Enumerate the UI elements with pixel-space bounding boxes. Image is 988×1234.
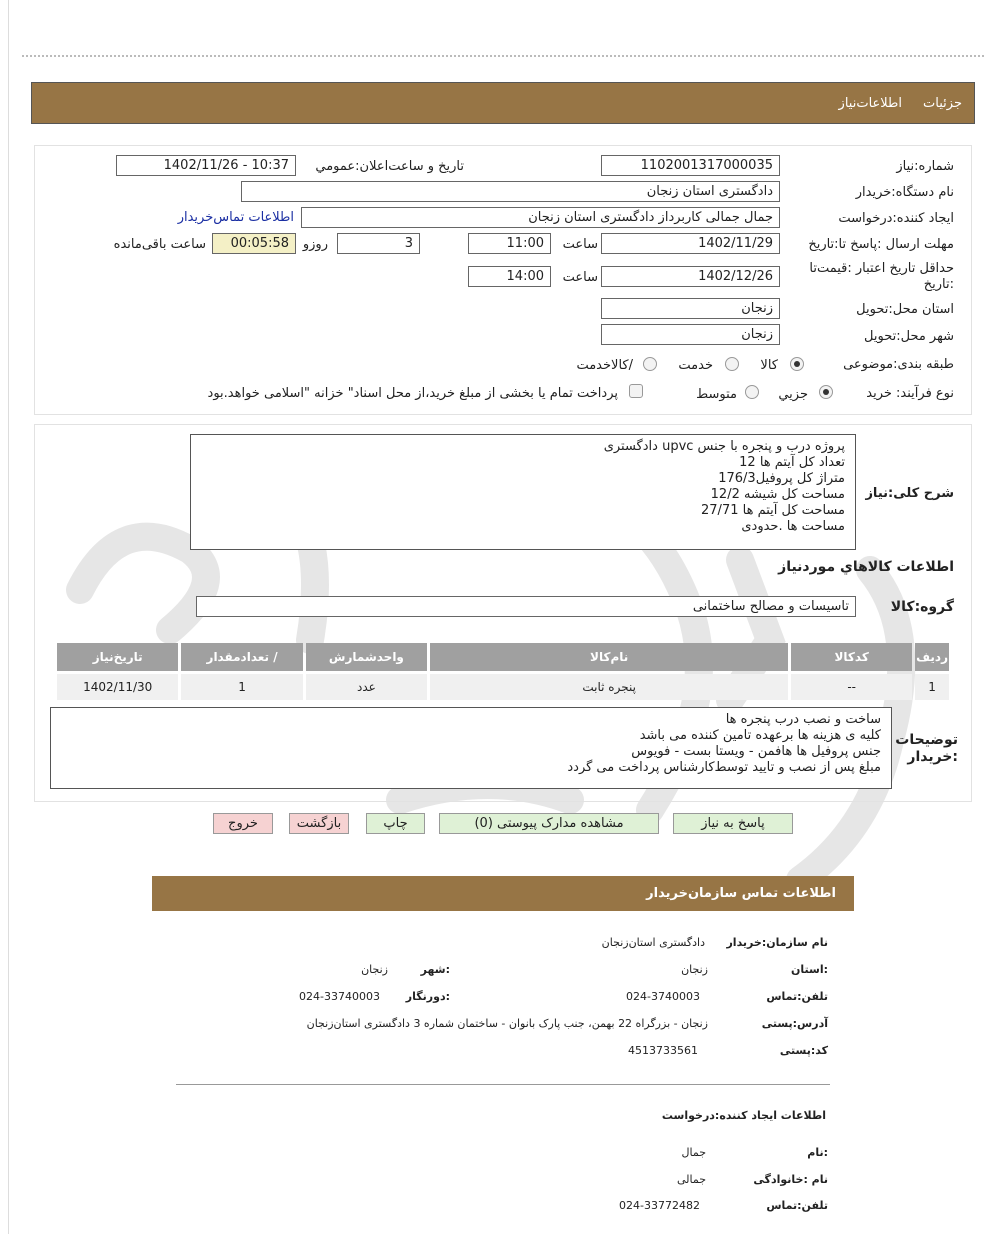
contact-fax-value: 024-33740003 (299, 990, 380, 1003)
remaining-days-field: 3 (337, 233, 420, 254)
contact-divider (176, 1084, 830, 1085)
city-field: زنجان (601, 324, 780, 345)
process-option-minor: جزیي (778, 387, 808, 402)
process-label: نوع فرآیند: خرید (866, 386, 954, 401)
goods-section-title: اطلاعات کالاهاي موردنیاز (778, 559, 954, 575)
contact-province-label: :استان (791, 963, 828, 976)
category-label: طبقه بندی:موضوعی (843, 357, 954, 372)
contact-city-label: :شهر (420, 963, 450, 976)
goods-group-label: گروه:کالا (890, 599, 954, 615)
print-button[interactable]: چاپ (366, 813, 425, 834)
org-name-value: دادگستری استان‌زنجان (601, 936, 705, 949)
treasury-payment-checkbox[interactable] (629, 384, 643, 398)
contact-address-value: زنجان - بزرگراه 22 بهمن، جنب پارک بانوان - ساختمان شماره 3 دادگستری استان‌زنجان (306, 1017, 708, 1030)
description-label: شرح کلی:نیاز (865, 486, 954, 501)
deadline-date-field: 1402/11/29 (601, 233, 780, 254)
contact-postal-label: کد:پستی (779, 1044, 828, 1057)
creator-field: جمال جمالی کاربرداز دادگستری استان زنجان (301, 207, 780, 228)
buyer-notes-label: توضیحات :خریدار (895, 732, 958, 765)
validity-time-field: 14:00 (468, 266, 551, 287)
description-line: متراژ کل پروفیل176/3 (718, 471, 845, 486)
announce-date-field: 1402/11/26 - 10:37 (116, 155, 296, 176)
reply-button[interactable]: پاسخ به نیاز (673, 813, 793, 834)
goods-table (54, 640, 952, 703)
contact-postal-value: 4513733561 (628, 1044, 698, 1057)
treasury-payment-note: پرداخت تمام یا بخشی از مبلغ خرید،از محل اسناد" خزانه "اسلامی خواهد.بود (207, 386, 618, 401)
buyer-contact-title: اطلاعات تماس سازمان‌خریدار (646, 886, 836, 901)
col-item-code: کدکالا (791, 643, 912, 671)
contact-phone-label: تلفن:تماس (766, 990, 828, 1003)
col-row-number: ردیف (915, 643, 949, 671)
category-option-goods: کالا (760, 358, 778, 373)
contact-city-value: زنجان (361, 963, 388, 976)
contact-province-value: زنجان (681, 963, 708, 976)
days-label: روزو (302, 237, 328, 252)
need-number-field: 1102001317000035 (601, 155, 780, 176)
description-textarea (190, 434, 856, 550)
view-attachments-button[interactable]: مشاهده مدارک پیوستی (0) (439, 813, 659, 834)
validity-time-label: ساعت (562, 270, 598, 285)
page-left-border (8, 0, 9, 1234)
goods-table-header (57, 643, 949, 671)
process-radio-medium[interactable] (745, 385, 759, 399)
cell-quantity: 1 (181, 674, 302, 700)
header-subtitle: اطلاعات‌نیاز (838, 96, 902, 111)
buyer-org-field: دادگستری استان زنجان (241, 181, 780, 202)
process-radio-minor[interactable] (819, 385, 833, 399)
validity-date-field: 1402/12/26 (601, 266, 780, 287)
remaining-time-label: ساعت باقی‌مانده (113, 237, 206, 252)
city-label: شهر محل:تحویل (864, 329, 954, 344)
announce-date-label: تاریخ و ساعت‌اعلان:عمومي (315, 159, 464, 174)
category-radio-goods[interactable] (790, 357, 804, 371)
top-dotted-divider (22, 55, 984, 57)
buyer-notes-line: کلیه ی هزینه ها برعهده تامین کننده می باشد (639, 728, 881, 743)
creator-family-label: نام :خانوادگی (753, 1173, 828, 1186)
col-item-name: نام‌کالا (430, 643, 788, 671)
buyer-notes-line: جنس پروفیل ها هافمن - ویستا بست - فویوس (631, 744, 881, 759)
table-row (57, 674, 949, 700)
process-option-medium: متوسط (696, 387, 737, 402)
category-option-service: خدمت (678, 358, 713, 373)
cell-need-date: 1402/11/30 (57, 674, 178, 700)
description-line: مساحت ها .حدودی (741, 519, 845, 534)
deadline-time-field: 11:00 (468, 233, 551, 254)
contact-phone-value: 024-3740003 (626, 990, 700, 1003)
creator-name-label: :نام (807, 1146, 828, 1159)
category-radio-goods-service[interactable] (643, 357, 657, 371)
creator-info-title: اطلاعات ایجاد کننده:درخواست (661, 1109, 826, 1122)
goods-group-field: تاسیسات و مصالح ساختمانی (196, 596, 856, 617)
back-button[interactable]: بازگشت (289, 813, 349, 834)
cell-row-number: 1 (915, 674, 949, 700)
buyer-contact-header (152, 876, 854, 911)
description-line: پروژه درب و پنجره با جنس upvc دادگستری (603, 439, 845, 454)
org-name-label: نام سازمان:خریدار (726, 936, 828, 949)
creator-name-value: جمال (681, 1146, 706, 1159)
creator-label: ایجاد کننده:درخواست (838, 211, 954, 226)
province-label: استان محل:تحویل (856, 302, 954, 317)
buyer-notes-line: مبلغ پس از نصب و تایید توسط‌کارشناس پرداخت می گردد (567, 760, 881, 775)
buyer-notes-textarea (50, 707, 892, 789)
deadline-time-label: ساعت (562, 237, 598, 252)
description-line: مساحت کل آیتم ها 27/71 (701, 503, 845, 518)
creator-phone-value: 024-33772482 (619, 1199, 700, 1212)
creator-phone-label: تلفن:تماس (766, 1199, 828, 1212)
header-title: جزئیات (923, 96, 962, 111)
category-option-goods-service: /کالاخدمت (576, 358, 633, 373)
description-line: مساحت کل شیشه 12/2 (710, 487, 845, 502)
col-unit: واحدشمارش (306, 643, 427, 671)
col-quantity: / تعدادمقدار (181, 643, 302, 671)
validity-label: حداقل تاریخ اعتبار :قیمت‌تا :تاریخ (809, 261, 954, 292)
need-number-label: شماره:نیاز (896, 159, 954, 174)
col-need-date: تاریخ‌نیاز (57, 643, 178, 671)
deadline-label: مهلت ارسال :پاسخ تا:تاریخ (808, 237, 954, 252)
page-header (31, 82, 975, 124)
category-radio-service[interactable] (725, 357, 739, 371)
buyer-org-label: نام دستگاه:خریدار (855, 185, 954, 200)
creator-family-value: جمالی (676, 1173, 706, 1186)
cell-unit: عدد (306, 674, 427, 700)
contact-address-label: آدرس:پستی (761, 1017, 828, 1030)
description-line: تعداد کل آیتم ها 12 (739, 455, 845, 470)
remaining-time-field: 00:05:58 (212, 233, 296, 254)
contact-fax-label: :دورنگار (405, 990, 450, 1003)
exit-button[interactable]: خروج (213, 813, 273, 834)
cell-item-name: پنجره ثابت (430, 674, 788, 700)
province-field: زنجان (601, 298, 780, 319)
buyer-notes-line: ساخت و نصب درب پنجره ها (725, 712, 881, 727)
buyer-contact-link[interactable]: اطلاعات تماس‌خریدار (177, 210, 294, 225)
cell-item-code: -- (791, 674, 912, 700)
